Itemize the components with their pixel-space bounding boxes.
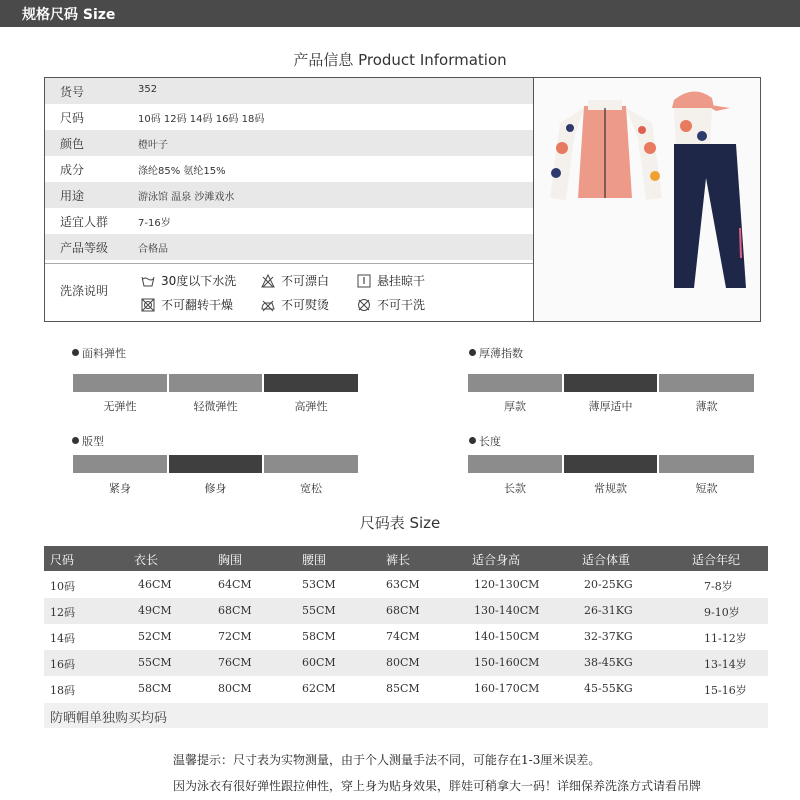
- info-label: 产品等级: [60, 241, 109, 255]
- wash-item: [141, 272, 236, 289]
- table-cell: 62CM: [302, 682, 336, 695]
- scale-segment: [468, 455, 562, 473]
- info-label: 用途: [60, 189, 85, 203]
- table-cell: 55CM: [302, 604, 336, 617]
- table-row: [44, 676, 768, 702]
- size-table-title: 尺码表 Size: [359, 514, 441, 532]
- info-label: 货号: [60, 85, 85, 99]
- no-bleach-icon: [261, 274, 275, 288]
- info-value: 352: [138, 84, 158, 95]
- table-cell: 140-150CM: [474, 630, 540, 643]
- scale-segment: [169, 374, 262, 392]
- prop-title-thickness: 厚薄指数: [469, 345, 523, 361]
- table-cell: 80CM: [218, 682, 252, 695]
- table-cell: 45-55KG: [584, 682, 633, 695]
- table-cell: 46CM: [138, 578, 172, 591]
- info-row: [45, 78, 533, 104]
- scale-label: 短款: [695, 482, 718, 495]
- scale-label: 修身: [204, 482, 227, 495]
- header-title: 规格尺码 Size: [22, 7, 116, 23]
- table-cell: 120-130CM: [474, 578, 540, 591]
- tip-line-1: 温馨提示：尺寸表为实物测量，由于个人测量手法不同，可能存在1-3厘米误差。: [173, 753, 601, 767]
- table-row: [44, 598, 768, 624]
- table-cell: 130-140CM: [474, 604, 540, 617]
- col-header: 适合年纪: [692, 553, 741, 567]
- info-row: [45, 234, 533, 260]
- info-label: 尺码: [60, 111, 85, 125]
- product-photo: [534, 78, 760, 321]
- table-cell: 7-8岁: [704, 580, 733, 593]
- top-header-bar: [0, 0, 800, 27]
- wash-text: 悬挂晾干: [377, 274, 426, 288]
- scale-label: 长款: [504, 482, 526, 495]
- product-info-attributes: [45, 78, 534, 321]
- scale-segment: [659, 455, 754, 473]
- table-cell: 64CM: [218, 578, 252, 591]
- wash-text: 不可熨烫: [281, 298, 330, 312]
- scale-label: 常规款: [594, 482, 627, 495]
- table-cell: 32-37KG: [584, 630, 633, 643]
- info-row: [45, 104, 533, 130]
- table-cell: 49CM: [138, 604, 172, 617]
- sun-cap-graphic: [672, 91, 730, 150]
- info-row: [45, 182, 533, 208]
- table-cell: 12码: [50, 606, 75, 619]
- table-cell: 74CM: [386, 630, 420, 643]
- table-cell: 160-170CM: [474, 682, 540, 695]
- table-cell: 85CM: [386, 682, 420, 695]
- scale-segment: [564, 374, 657, 392]
- table-row: [44, 650, 768, 676]
- scale-label: 无弹性: [103, 400, 137, 413]
- swim-pants-graphic: [674, 144, 746, 288]
- col-header: 尺码: [50, 553, 75, 567]
- prop-title-length: 长度: [469, 433, 501, 449]
- info-value: 游泳馆 温泉 沙滩戏水: [138, 192, 235, 203]
- table-cell: 16码: [50, 658, 75, 671]
- wash-label: 洗涤说明: [60, 284, 109, 298]
- wash-text: 不可干洗: [377, 298, 426, 312]
- table-cell: 38-45KG: [584, 656, 633, 669]
- prop-title-fit: 版型: [72, 433, 104, 449]
- wash-instructions: [45, 263, 533, 322]
- table-row: [44, 572, 768, 598]
- info-value: 10码 12码 14码 16码 18码: [138, 114, 265, 125]
- wash-item: [261, 272, 329, 289]
- no-tumble-dry-icon: [141, 298, 155, 312]
- table-cell: 58CM: [138, 682, 172, 695]
- scale-segment: [564, 455, 657, 473]
- size-table-note: [44, 703, 768, 728]
- scale-segment: [73, 455, 167, 473]
- table-cell: 18码: [50, 684, 75, 697]
- scale-label: 高弹性: [294, 400, 328, 413]
- table-cell: 9-10岁: [704, 606, 740, 619]
- table-cell: 72CM: [218, 630, 252, 643]
- info-value: 橙叶子: [138, 140, 168, 151]
- table-cell: 15-16岁: [704, 684, 747, 697]
- table-cell: 10码: [50, 580, 75, 593]
- table-cell: 55CM: [138, 656, 172, 669]
- table-cell: 14码: [50, 632, 75, 645]
- table-cell: 68CM: [386, 604, 420, 617]
- info-label: 颜色: [60, 137, 85, 151]
- table-cell: 53CM: [302, 578, 336, 591]
- size-table-header: [44, 546, 768, 571]
- table-cell: 68CM: [218, 604, 252, 617]
- table-row: [44, 624, 768, 650]
- table-cell: 150-160CM: [474, 656, 540, 669]
- table-cell: 63CM: [386, 578, 420, 591]
- info-row: [45, 130, 533, 156]
- scale-segment: [264, 374, 358, 392]
- product-info-table: [44, 77, 761, 322]
- table-cell: 52CM: [138, 630, 172, 643]
- wash-item: [261, 296, 329, 313]
- table-cell: 13-14岁: [704, 658, 747, 671]
- scale-label: 紧身: [109, 482, 131, 495]
- wash-item: [357, 272, 425, 289]
- col-header: 腰围: [302, 553, 327, 567]
- col-header: 裤长: [386, 553, 411, 567]
- scale-label: 厚款: [504, 400, 526, 413]
- table-cell: 26-31KG: [584, 604, 633, 617]
- info-value: 涤纶85% 氨纶15%: [138, 166, 226, 177]
- col-header: 适合身高: [472, 553, 521, 567]
- tip-line-2: 因为泳衣有很好弹性跟拉伸性，穿上身为贴身效果，胖娃可稍拿大一码！详细保养洗涤方式请看吊牌: [173, 779, 702, 793]
- info-value: 7-16岁: [138, 218, 171, 229]
- scale-segment: [264, 455, 358, 473]
- wash-text: 30度以下水洗: [161, 274, 237, 288]
- table-cell: 80CM: [386, 656, 420, 669]
- col-header: 衣长: [134, 553, 159, 567]
- scale-segment: [169, 455, 262, 473]
- scale-segment: [659, 374, 754, 392]
- prop-title-elasticity: 面料弹性: [72, 345, 126, 361]
- table-cell: 11-12岁: [704, 632, 747, 645]
- info-value: 合格品: [138, 244, 168, 255]
- product-info-title: 产品信息 Product Information: [293, 51, 507, 69]
- swim-jacket-graphic: [550, 100, 662, 200]
- scale-label: 薄款: [695, 400, 718, 413]
- table-cell: 20-25KG: [584, 578, 633, 591]
- scale-segment: [73, 374, 167, 392]
- scale-segment: [468, 374, 562, 392]
- scale-label: 轻微弹性: [193, 400, 238, 413]
- scale-label: 薄厚适中: [588, 400, 633, 413]
- no-iron-icon: [261, 298, 275, 312]
- col-header: 胸围: [218, 553, 243, 567]
- table-cell: 58CM: [302, 630, 336, 643]
- hand-wash-30-icon: [141, 274, 155, 288]
- col-header: 适合体重: [582, 553, 631, 567]
- hang-dry-icon: [357, 274, 371, 288]
- info-row: [45, 156, 533, 182]
- scale-label: 宽松: [300, 482, 322, 495]
- wash-text: 不可翻转干燥: [161, 298, 234, 312]
- info-label: 适宜人群: [60, 215, 109, 229]
- wash-item: [141, 296, 233, 313]
- wash-item: [357, 296, 425, 313]
- table-cell: 76CM: [218, 656, 252, 669]
- table-cell: 60CM: [302, 656, 336, 669]
- no-dry-clean-icon: [357, 298, 371, 312]
- cap-note: 防晒帽单独购买均码: [50, 711, 168, 726]
- info-label: 成分: [60, 163, 85, 177]
- wash-text: 不可漂白: [281, 274, 330, 288]
- info-row: [45, 208, 533, 234]
